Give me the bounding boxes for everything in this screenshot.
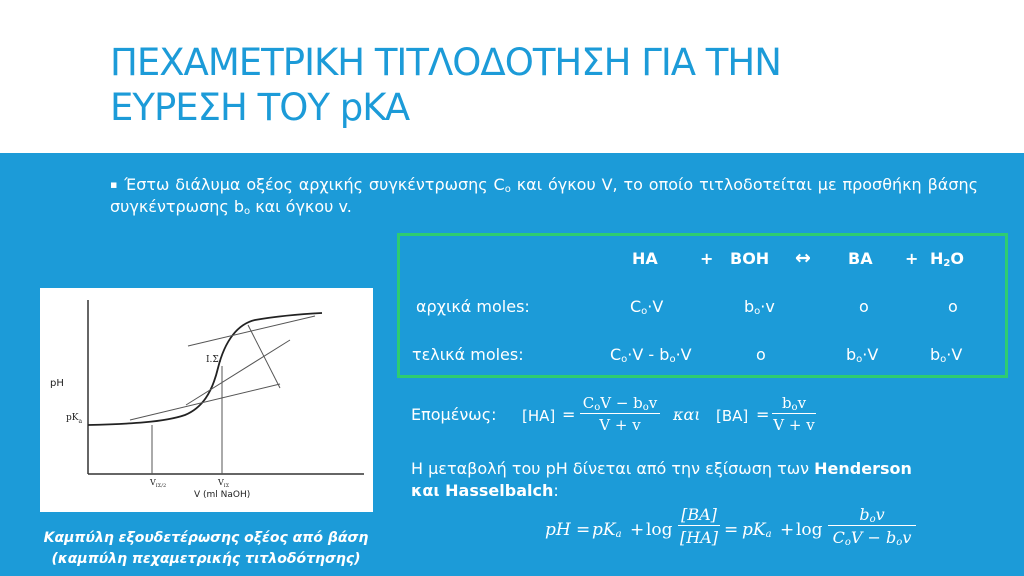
row-final-salt-b: b [846, 345, 857, 364]
and-word: και [673, 405, 701, 424]
row-final-water-rest: ·V [946, 345, 963, 364]
ha-num-sub-1: o [594, 402, 601, 413]
eq-log-2: log [796, 520, 823, 540]
title-bar [0, 0, 1024, 153]
bullet-text [110, 174, 978, 218]
row-initial-acid-c: C [630, 297, 642, 316]
titration-curve [88, 313, 322, 425]
row-final-water-b: b [930, 345, 941, 364]
bullet-part-1: Έστω διάλυμα οξέος αρχικής συγκέντρωσης C [124, 175, 505, 194]
eq-fraction-1-den: [HA] [680, 528, 718, 547]
row-final-salt-sub: o [856, 354, 863, 365]
eq-f2-den-end: v [902, 528, 912, 547]
row-initial-acid-sub: o [641, 306, 648, 317]
titration-curve-figure [40, 288, 373, 512]
v-half-label [149, 478, 166, 489]
eq-pk-2-sub: a [765, 529, 772, 540]
pk-label-sub: a [78, 418, 83, 425]
x-axis-label: V (ml NaOH) [194, 490, 251, 500]
ha-lhs: [HA] [522, 407, 556, 425]
header-plus-1: + [700, 249, 714, 268]
ha-num-c: C [582, 394, 595, 412]
pk-label-text: pK [66, 413, 79, 423]
ba-lhs: [BA] [716, 407, 749, 425]
bullet-sub-1: o [504, 184, 511, 195]
row-final-salt [846, 345, 878, 364]
header-h2o [930, 249, 964, 268]
row-final-base: o [756, 345, 766, 364]
henderson-text [411, 458, 912, 502]
equivalence-point-label: Ι.Σ. [206, 355, 222, 365]
title-line-2: ΕΥΡΕΣΗ ΤΟΥ pKA [110, 86, 410, 129]
slide-title [110, 40, 970, 130]
header-boh: BOH [730, 249, 770, 268]
header-h2o-h: H [930, 249, 944, 268]
row-final-label: τελικά moles: [412, 345, 524, 364]
henderson-intro: Η μεταβολή του pH δίνεται από την εξίσωση των [411, 459, 815, 478]
row-initial-base-rest: ·v [760, 297, 775, 316]
row-initial-label: αρχικά moles: [416, 297, 530, 316]
ba-fraction [772, 394, 816, 434]
row-final-salt-rest: ·V [862, 345, 879, 364]
eq-f2-den-mid: V − b [850, 528, 897, 547]
eq-fraction-2 [828, 505, 916, 547]
lower-tangent [130, 384, 280, 420]
row-initial-acid-rest: ·V [647, 297, 664, 316]
eq-equals-2: = [724, 520, 739, 540]
eq-f2-den-sub-1: o [844, 537, 851, 548]
henderson-name-1: Henderson [814, 459, 912, 478]
eq-plus-2: + [780, 520, 795, 540]
eq-plus-1: + [630, 520, 645, 540]
ba-num-end: v [797, 394, 807, 412]
header-plus-2: + [905, 249, 919, 268]
caption-line-1: Καμπύλη εξουδετέρωσης οξέος από βάση [43, 530, 369, 546]
eq-log-1: log [646, 520, 673, 540]
ba-fraction-num [772, 394, 816, 413]
ha-fraction-den: V + v [599, 416, 641, 434]
v-eq-label-text: V [218, 478, 224, 487]
y-axis-label: pH [50, 378, 64, 389]
bullet-sub-2: o [243, 206, 251, 217]
bullet-part-2: και όγκου V, το οποίο τιτλοδοτείται με προσθήκη βάσης συγκέντρωσης b [110, 175, 978, 216]
row-final-acid-rest: ·V [675, 345, 692, 364]
perpendicular-line [248, 325, 280, 388]
header-arrow: ↔ [795, 247, 811, 269]
v-eq-label [217, 478, 230, 489]
eq-pka-1 [592, 520, 622, 540]
henderson-colon: : [553, 481, 559, 500]
bullet-mark: ▪ [110, 178, 119, 191]
row-final-acid-c: C [610, 345, 622, 364]
eq-f2-den-c: C [832, 528, 845, 547]
row-final-acid-sub-1: o [621, 354, 628, 365]
eq-f2-num-end: v [875, 505, 885, 524]
eq-f2-num-sub: o [869, 514, 876, 525]
row-initial-water: o [948, 297, 958, 316]
ba-num-b: b [781, 394, 792, 412]
ba-num-sub: o [791, 402, 798, 413]
eq-pka-2 [742, 520, 772, 540]
row-initial-base-b: b [744, 297, 755, 316]
row-final-acid [610, 345, 692, 364]
therefore-label: Επομένως: [411, 405, 497, 424]
ha-num-sub-2: o [642, 402, 649, 413]
ha-equals: = [562, 405, 576, 424]
eq-pk-1-sub: a [615, 529, 622, 540]
figure-caption [20, 528, 392, 570]
eq-pk-1: pK [592, 520, 616, 540]
row-final-acid-mid: ·V - b [627, 345, 670, 364]
caption-line-2: (καμπύλη πεχαμετρικής τιτλοδότησης) [51, 551, 361, 567]
ha-num-end: v [648, 394, 658, 412]
v-half-label-sub: ΙΣ/2 [155, 483, 167, 489]
row-initial-base [744, 297, 775, 316]
eq-ph: pH [545, 520, 571, 540]
bullet-part-3: και όγκου v. [250, 197, 352, 216]
ha-num-mid: V − b [600, 394, 643, 412]
v-eq-label-sub: ΙΣ [223, 483, 230, 489]
titration-curve-svg [40, 288, 373, 512]
eq-fraction-1 [678, 505, 720, 547]
ba-fraction-den: V + v [773, 416, 815, 434]
henderson-name-2: και Hasselbalch [411, 481, 554, 500]
row-initial-base-sub: o [754, 306, 761, 317]
header-h2o-sub: 2 [943, 258, 951, 269]
v-half-label-text: V [150, 478, 156, 487]
eq-fraction-1-num: [BA] [681, 505, 717, 524]
pk-label [66, 413, 83, 425]
middle-parallel [186, 340, 290, 405]
row-final-water-sub: o [940, 354, 947, 365]
eq-pk-2: pK [742, 520, 766, 540]
ha-fraction [580, 394, 660, 434]
row-final-acid-sub-2: o [669, 354, 676, 365]
row-initial-acid [630, 297, 663, 316]
row-final-water [930, 345, 962, 364]
ba-equals: = [756, 405, 770, 424]
row-initial-salt: o [859, 297, 869, 316]
header-ha: HA [632, 249, 658, 268]
eq-f2-num-b: b [859, 505, 870, 524]
reaction-table [397, 233, 1008, 378]
eq-equals-1: = [576, 520, 591, 540]
ha-fraction-num [580, 394, 660, 413]
header-ba: BA [848, 249, 873, 268]
eq-fraction-2-den [828, 526, 916, 547]
title-line-1: ΠΕΧΑΜΕΤΡΙΚΗ ΤΙΤΛΟΔΟΤΗΣΗ ΓΙΑ ΤΗΝ [110, 41, 781, 84]
eq-f2-den-sub-2: o [896, 537, 903, 548]
eq-fraction-2-num [828, 505, 916, 525]
header-h2o-o: O [950, 249, 964, 268]
